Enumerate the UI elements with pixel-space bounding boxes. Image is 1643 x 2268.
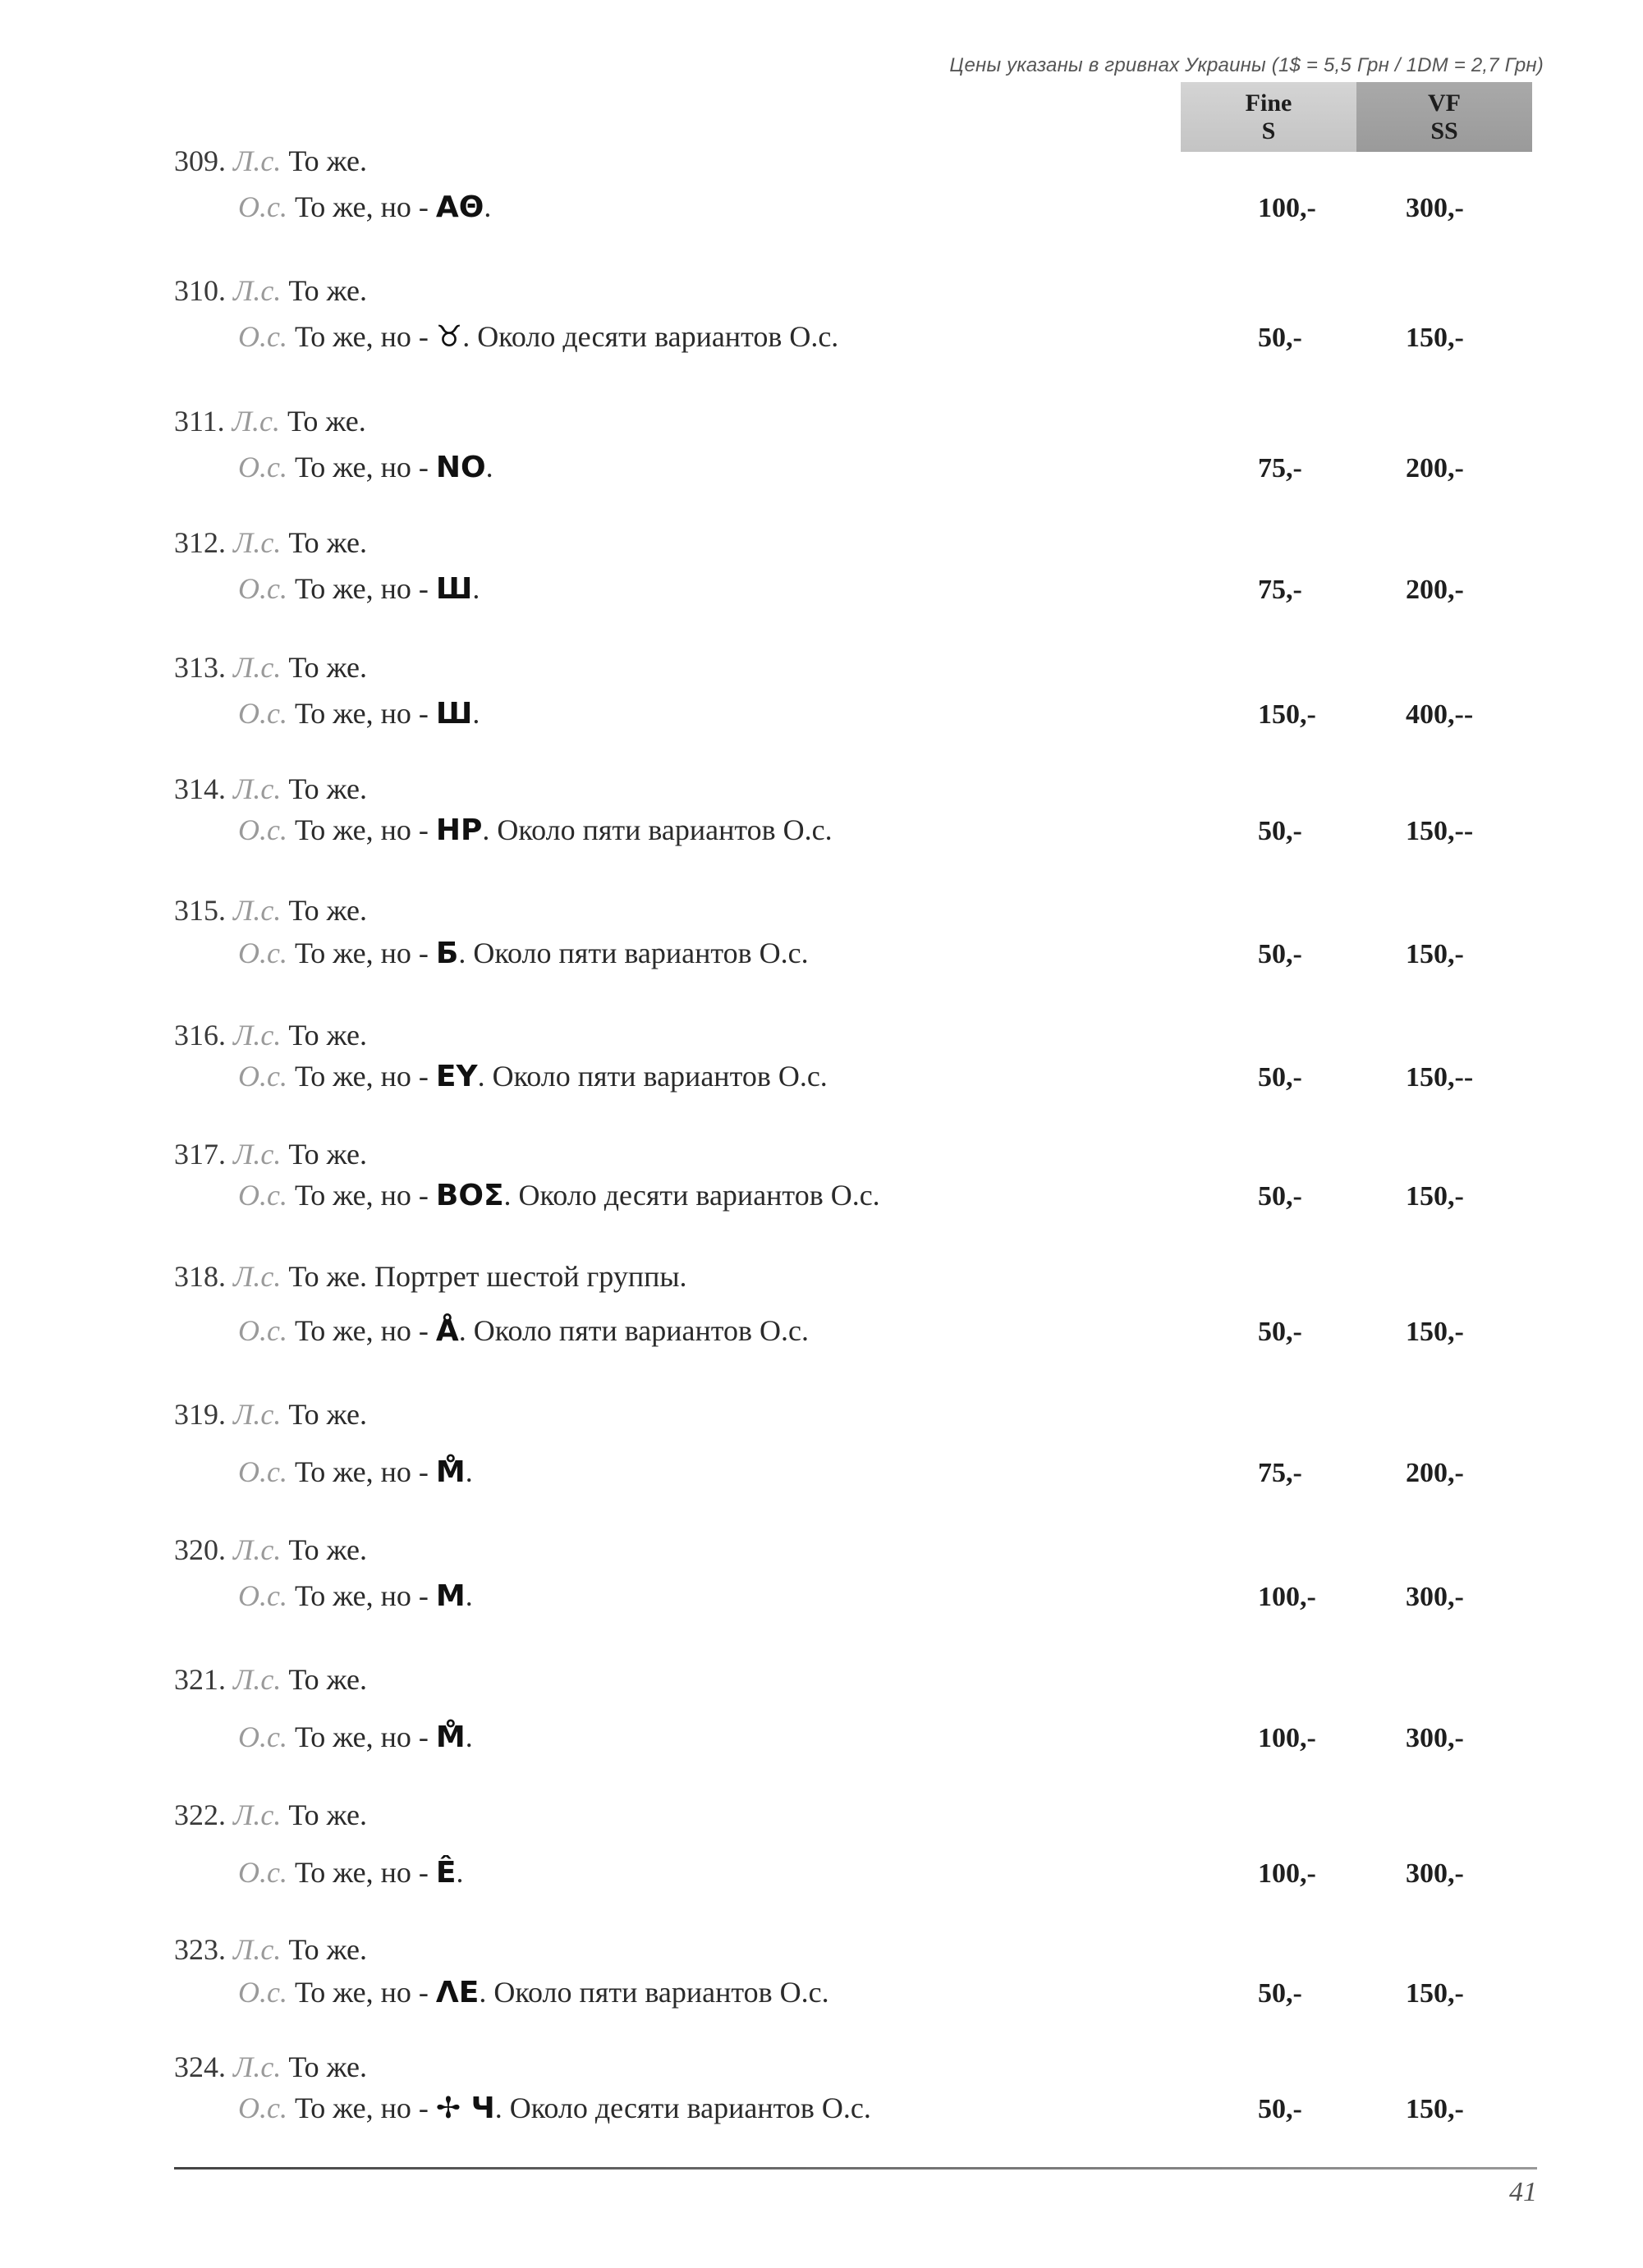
obverse-abbr: Л.с. [233,274,282,307]
reverse-suffix: . [465,1579,473,1612]
obverse-abbr: Л.с. [233,772,282,805]
obverse-line [174,404,366,438]
obverse-line [174,1018,367,1052]
price-vf: 400,-- [1406,699,1474,730]
reverse-suffix: . [484,190,492,223]
reverse-line [238,936,809,970]
entry-number: 320. [174,1533,226,1566]
reverse-line [238,1855,464,1890]
obverse-abbr: Л.с. [233,1398,282,1431]
price-vf: 200,- [1406,1458,1464,1488]
reverse-suffix: . Около пяти вариантов О.с. [482,813,833,846]
reverse-prefix: То же, но - [294,1060,429,1093]
price-fine: 50,- [1258,816,1302,846]
price-note: Цены указаны в гривнах Украины (1$ = 5,5 Грн / 1DM = 2,7 Грн) [949,54,1544,76]
footer-divider [174,2167,1537,2169]
reverse-abbr: О.с. [238,1976,287,2009]
price-vf: 150,- [1406,2094,1464,2124]
reverse-abbr: О.с. [238,451,287,483]
price-fine: 100,- [1258,1858,1316,1889]
reverse-line [238,813,833,847]
entry-number: 313. [174,651,226,684]
obverse-abbr: Л.с. [233,1260,282,1293]
reverse-suffix: . Около пяти вариантов О.с. [458,1314,809,1347]
obverse-text: То же. [288,526,368,559]
entry-number: 315. [174,894,226,927]
obverse-line [174,144,367,178]
monogram-mark: Ê [435,1856,457,1890]
reverse-abbr: О.с. [238,1720,287,1753]
price-fine: 50,- [1258,1181,1302,1212]
entry-number: 324. [174,2050,226,2083]
price-fine: 100,- [1258,193,1316,223]
monogram-mark: ΛΕ [435,1976,480,2009]
reverse-suffix: . Около пяти вариантов О.с. [479,1976,829,2009]
reverse-line [238,1178,880,1212]
price-vf: 150,- [1406,1978,1464,2009]
price-fine: 50,- [1258,2094,1302,2124]
price-vf: 150,-- [1406,816,1474,846]
obverse-abbr: Л.с. [233,1798,282,1831]
price-vf: 300,- [1406,1723,1464,1753]
reverse-line [238,1059,828,1093]
entry-number: 311. [174,405,225,438]
entry-number: 309. [174,144,226,177]
obverse-text: То же. [288,772,368,805]
reverse-line [238,696,480,731]
obverse-text: То же. [287,405,366,438]
reverse-abbr: О.с. [238,2092,287,2124]
column-header-fine-sublabel: S [1261,117,1276,144]
reverse-abbr: О.с. [238,1579,287,1612]
obverse-line [174,1932,367,1967]
monogram-mark: ✢ Ч [435,2092,495,2125]
monogram-mark: ΑΘ [435,190,484,224]
price-vf: 200,- [1406,575,1464,605]
reverse-prefix: То же, но - [294,572,429,605]
reverse-prefix: То же, но - [294,1976,429,2009]
price-vf: 150,- [1406,1317,1464,1347]
column-header-vf-label: VF [1428,89,1461,117]
monogram-mark: Å [435,1314,459,1348]
obverse-abbr: Л.с. [233,1663,282,1696]
obverse-abbr: Л.с. [233,1933,282,1966]
column-header-vf-sublabel: SS [1430,117,1458,144]
reverse-prefix: То же, но - [294,451,429,483]
obverse-text: То же. [288,1138,368,1171]
reverse-prefix: То же, но - [294,697,429,730]
monogram-mark: ΒΟΣ [435,1179,504,1212]
price-vf: 200,- [1406,453,1464,483]
monogram-mark: Ш [435,697,473,731]
monogram-mark: Ш [435,572,473,606]
reverse-suffix: . Около десяти вариантов О.с. [462,320,839,353]
monogram-mark: HP [435,813,483,847]
reverse-suffix: . [456,1856,464,1889]
price-vf: 300,- [1406,193,1464,223]
price-fine: 75,- [1258,575,1302,605]
obverse-line [174,1533,367,1567]
reverse-line [238,1455,473,1489]
reverse-line [238,1578,473,1613]
monogram-mark: NO [435,451,486,484]
reverse-abbr: О.с. [238,572,287,605]
obverse-text: То же. [288,1663,368,1696]
reverse-suffix: . Около десяти вариантов О.с. [494,2092,871,2124]
page-number: 41 [1509,2177,1537,2207]
reverse-prefix: То же, но - [294,2092,429,2124]
monogram-mark: M̊ [435,1720,466,1754]
obverse-text: То же. [288,1798,368,1831]
price-fine: 75,- [1258,453,1302,483]
price-fine: 75,- [1258,1458,1302,1488]
monogram-mark: EY [435,1060,478,1093]
price-fine: 100,- [1258,1582,1316,1612]
reverse-suffix: . Около десяти вариантов О.с. [503,1179,880,1212]
price-fine: 50,- [1258,1978,1302,2009]
obverse-line [174,1137,367,1171]
obverse-abbr: Л.с. [233,144,282,177]
price-fine: 50,- [1258,939,1302,969]
obverse-abbr: Л.с. [233,651,282,684]
obverse-line [174,525,367,560]
entry-number: 318. [174,1260,226,1293]
price-vf: 150,-- [1406,1062,1474,1093]
entry-number: 322. [174,1798,226,1831]
obverse-abbr: Л.с. [233,526,282,559]
reverse-suffix: . [472,572,480,605]
column-header-vf [1356,82,1532,152]
obverse-line [174,1798,367,1832]
obverse-line [174,1397,367,1432]
reverse-line [238,571,480,606]
obverse-line [174,1259,687,1294]
monogram-mark: ♉ [435,320,463,354]
obverse-text: То же. [288,1933,368,1966]
obverse-text: То же. [288,144,368,177]
obverse-text: То же. [288,1398,368,1431]
obverse-text: То же. [288,2050,368,2083]
reverse-prefix: То же, но - [294,1455,429,1488]
obverse-abbr: Л.с. [233,2050,282,2083]
reverse-suffix: . [485,451,493,483]
reverse-abbr: О.с. [238,1060,287,1093]
reverse-suffix: . Около пяти вариантов О.с. [458,937,809,969]
reverse-abbr: О.с. [238,813,287,846]
reverse-line [238,1975,829,2009]
obverse-abbr: Л.с. [233,1019,282,1052]
reverse-prefix: То же, но - [294,813,429,846]
obverse-abbr: Л.с. [233,894,282,927]
reverse-prefix: То же, но - [294,1856,429,1889]
entry-number: 319. [174,1398,226,1431]
reverse-line [238,319,838,354]
obverse-line [174,273,367,308]
reverse-prefix: То же, но - [294,1179,429,1212]
reverse-abbr: О.с. [238,1179,287,1212]
monogram-mark: Б [435,937,459,970]
obverse-text: То же. [288,894,368,927]
price-vf: 150,- [1406,939,1464,969]
reverse-suffix: . Около пяти вариантов О.с. [477,1060,828,1093]
entry-number: 312. [174,526,226,559]
price-fine: 100,- [1258,1723,1316,1753]
obverse-abbr: Л.с. [233,1138,282,1171]
obverse-line [174,893,367,928]
obverse-text: То же. [288,651,368,684]
reverse-abbr: О.с. [238,697,287,730]
price-fine: 150,- [1258,699,1316,730]
price-vf: 150,- [1406,1181,1464,1212]
obverse-text: То же. Портрет шестой группы. [288,1260,687,1293]
reverse-prefix: То же, но - [294,1579,429,1612]
reverse-abbr: О.с. [238,320,287,353]
obverse-line [174,772,367,806]
reverse-prefix: То же, но - [294,1314,429,1347]
reverse-line [238,190,491,224]
reverse-suffix: . [465,1720,473,1753]
entry-number: 316. [174,1019,226,1052]
obverse-abbr: Л.с. [232,405,281,438]
obverse-abbr: Л.с. [233,1533,282,1566]
obverse-line [174,650,367,685]
price-fine: 50,- [1258,1062,1302,1093]
reverse-prefix: То же, но - [294,320,429,353]
obverse-text: То же. [288,274,368,307]
obverse-text: То же. [288,1019,368,1052]
column-header-fine-label: Fine [1245,89,1292,117]
reverse-suffix: . [472,697,480,730]
reverse-line [238,2091,871,2125]
price-fine: 50,- [1258,323,1302,353]
reverse-suffix: . [465,1455,473,1488]
price-vf: 150,- [1406,323,1464,353]
monogram-mark: M [435,1579,466,1613]
reverse-abbr: О.с. [238,937,287,969]
entry-number: 321. [174,1663,226,1696]
price-vf: 300,- [1406,1858,1464,1889]
reverse-abbr: О.с. [238,1314,287,1347]
reverse-line [238,450,493,484]
reverse-line [238,1720,473,1754]
obverse-line [174,1662,367,1697]
reverse-abbr: О.с. [238,1455,287,1488]
entry-number: 310. [174,274,226,307]
obverse-line [174,2050,367,2084]
entry-number: 314. [174,772,226,805]
reverse-line [238,1313,809,1348]
column-header-fine [1181,82,1356,152]
reverse-prefix: То же, но - [294,937,429,969]
price-vf: 300,- [1406,1582,1464,1612]
entry-number: 317. [174,1138,226,1171]
reverse-prefix: То же, но - [294,190,429,223]
monogram-mark: M̊ [435,1455,466,1489]
reverse-abbr: О.с. [238,1856,287,1889]
reverse-abbr: О.с. [238,190,287,223]
price-fine: 50,- [1258,1317,1302,1347]
reverse-prefix: То же, но - [294,1720,429,1753]
obverse-text: То же. [288,1533,368,1566]
entry-number: 323. [174,1933,226,1966]
